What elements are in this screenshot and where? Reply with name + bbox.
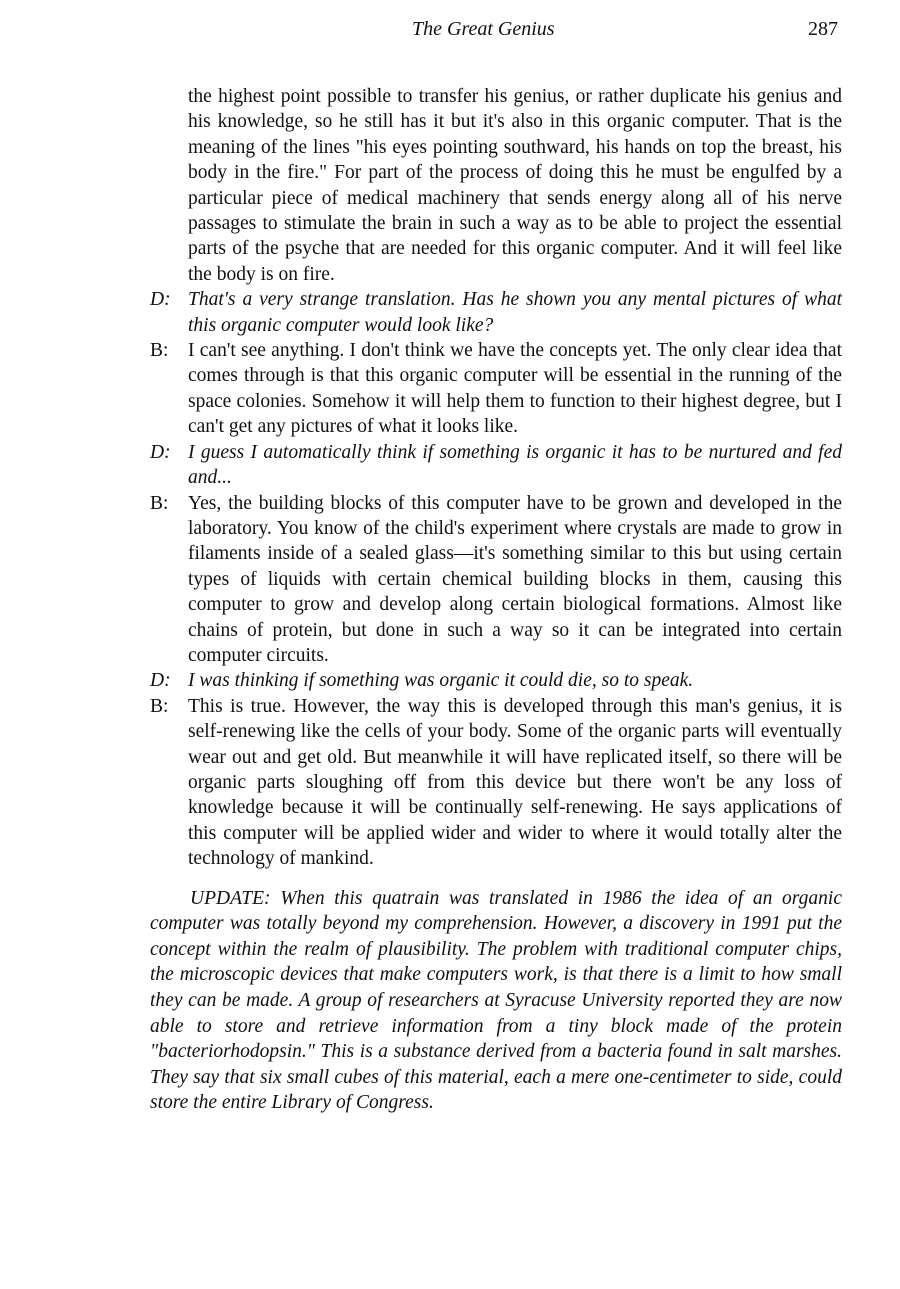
dialogue-text: This is true. However, the way this is developed through this man's genius, it is self-renewing like the cells of your body. Some of the organic parts will eventually wear out and get old. But meanwhile it will have replicated itself, so there will be organic parts sloughing off from this device but there won't be any loss of knowledge because it will be continually self-renewing. He says applications of this computer will be applied wider and wider to where it would totally alter the technology of mankind. xyxy=(188,695,842,870)
dialogue-text: I was thinking if something was organic it could die, so to speak. xyxy=(188,670,694,692)
dialogue-entry xyxy=(150,440,842,491)
dialogue-entry xyxy=(150,338,842,440)
speaker-label xyxy=(150,84,188,287)
dialogue-text: I guess I automatically think if something is organic it has to be nurtured and fed and... xyxy=(188,441,842,489)
speaker-label: B: xyxy=(150,340,169,362)
dialogue-entry xyxy=(150,287,842,338)
update-paragraph: UPDATE: When this quatrain was translated in 1986 the idea of an organic computer was totally beyond my comprehension. However, a discovery in 1991 put the concept within the realm of plausibility. The problem with traditional computer chips, the microscopic devices that make computers work, is that there is a limit to how small they can be made. A group of researchers at Syracuse University reported they are now able to store and retrieve information from a tiny block made of the protein "bacteriorhodopsin." This is a substance derived from a bacteria found in salt marshes. They say that six small cubes of this material, each a mere one-centimeter to side, could store the entire Library of Congress. xyxy=(150,887,842,1114)
speaker-label: B: xyxy=(150,695,169,717)
dialogue-entry xyxy=(150,694,842,872)
page-number: 287 xyxy=(808,18,838,40)
dialogue-entry xyxy=(150,668,842,693)
speaker-label: D: xyxy=(150,670,171,692)
dialogue-text: I can't see anything. I don't think we have the concepts yet. The only clear idea that comes through is that this organic computer will be essential in the running of the space colonies. Somehow it will help them to function to their highest degree, but I can't get any pictures of what it looks like. xyxy=(188,340,842,438)
body-text xyxy=(150,84,842,1135)
dialogue-text: Yes, the building blocks of this computer have to be grown and developed in the laboratory. You know of the child's experiment where crystals are made to grow in filaments inside of a sealed glass—it's something similar to this but using certain types of liquids with certain chemical building blocks in them, causing this computer to grow and develop along certain biological formations. Almost like chains of protein, but done in such a way so it can be integrated into certain computer circuits. xyxy=(188,492,842,666)
dialogue-text: That's a very strange translation. Has he shown you any mental pictures of what this organic computer would look like? xyxy=(188,289,842,336)
speaker-label: D: xyxy=(150,289,171,311)
dialogue-text: the highest point possible to transfer his genius, or rather duplicate his genius and his knowledge, so he still has it but it's also in this organic computer. That is the meaning of the lines "his eyes pointing southward, his hands on top the breast, his body in the fire." For part of the process of doing this he must be engulfed by a particular piece of medical machinery that sends energy along all of his nerve passages to stimulate the brain in such a way as to be able to project the essential parts of the psyche that are needed for this organic computer. And it will feel like the body is on fire. xyxy=(188,86,842,285)
running-title: The Great Genius xyxy=(412,18,555,40)
dialogue-entry xyxy=(150,84,842,287)
speaker-label: B: xyxy=(150,492,169,514)
dialogue-entry xyxy=(150,491,842,669)
speaker-label: D: xyxy=(150,441,171,463)
running-head xyxy=(0,18,900,48)
